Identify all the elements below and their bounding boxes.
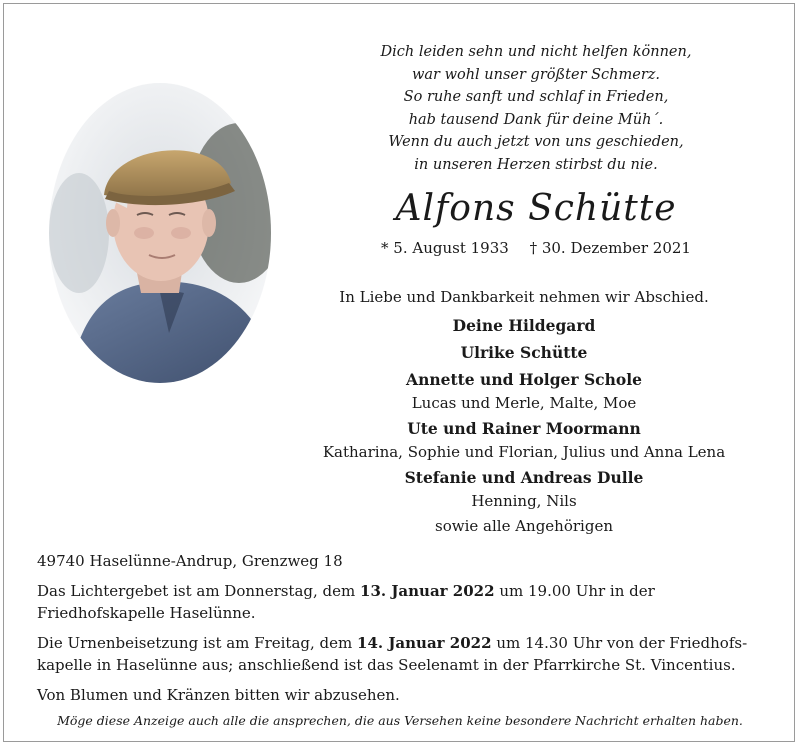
prayer-info-line2: Friedhofskapelle Haselünne. — [37, 604, 256, 622]
service-details — [37, 550, 757, 706]
poem-line: war wohl unser größter Schmerz. — [411, 66, 661, 83]
poem — [326, 41, 746, 176]
poem-line: Wenn du auch jetzt von uns geschieden, — [388, 134, 684, 150]
poem-line: So ruhe sanft und schlaf in Frieden, — [403, 89, 669, 105]
mourner-primary: Annette und Holger Schole — [406, 370, 642, 389]
deceased-name: Alfons Schütte — [395, 188, 677, 229]
death-date: † 30. Dezember 2021 — [529, 239, 691, 257]
footer-note: Möge diese Anzeige auch alle die ansprechen, die aus Versehen keine besondere Nachricht erhalten haben. — [57, 713, 743, 728]
burial-info-line2: kapelle in Haselünne aus; anschließend ist das Seelenamt in der Pfarrkirche St. Vincentius. — [37, 656, 736, 674]
mourner-primary: Ute und Rainer Moormann — [407, 419, 641, 438]
mourner-secondary: Henning, Nils — [471, 492, 577, 510]
mourner-secondary: Katharina, Sophie und Florian, Julius und Anna Lena — [322, 443, 726, 461]
poem-line: hab tausend Dank für deine Müh´. — [408, 111, 664, 128]
obituary-notice — [3, 3, 795, 742]
mourners-list — [304, 286, 744, 537]
burial-info: Die Urnenbeisetzung ist am Freitag, dem 14. Januar 2022 um 14.30 Uhr von der Friedhofs- — [37, 634, 748, 652]
poem-line: in unseren Herzen stirbst du nie. — [414, 156, 658, 173]
prayer-date: 13. Januar 2022 — [360, 582, 495, 600]
address: 49740 Haselünne-Andrup, Grenzweg 18 — [37, 552, 343, 570]
flowers-note: Von Blumen und Kränzen bitten wir abzusehen. — [37, 686, 400, 704]
mourner-primary: Deine Hildegard — [452, 316, 596, 335]
mourners-closing: sowie alle Angehörigen — [435, 517, 613, 535]
farewell-intro: In Liebe und Dankbarkeit nehmen wir Abschied. — [339, 288, 709, 306]
life-dates — [326, 238, 746, 258]
poem-line: Dich leiden sehn und nicht helfen können, — [380, 44, 692, 60]
burial-date: 14. Januar 2022 — [357, 634, 492, 652]
mourner-secondary: Lucas und Merle, Malte, Moe — [411, 394, 637, 412]
mourner-primary: Stefanie und Andreas Dulle — [404, 468, 644, 487]
portrait-illustration — [49, 83, 271, 383]
prayer-info: Das Lichtergebet ist am Donnerstag, dem 13. Januar 2022 um 19.00 Uhr in der — [37, 582, 655, 600]
mourner-primary: Ulrike Schütte — [460, 343, 588, 362]
birth-date: * 5. August 1933 — [381, 239, 509, 257]
portrait-photo — [49, 83, 271, 383]
